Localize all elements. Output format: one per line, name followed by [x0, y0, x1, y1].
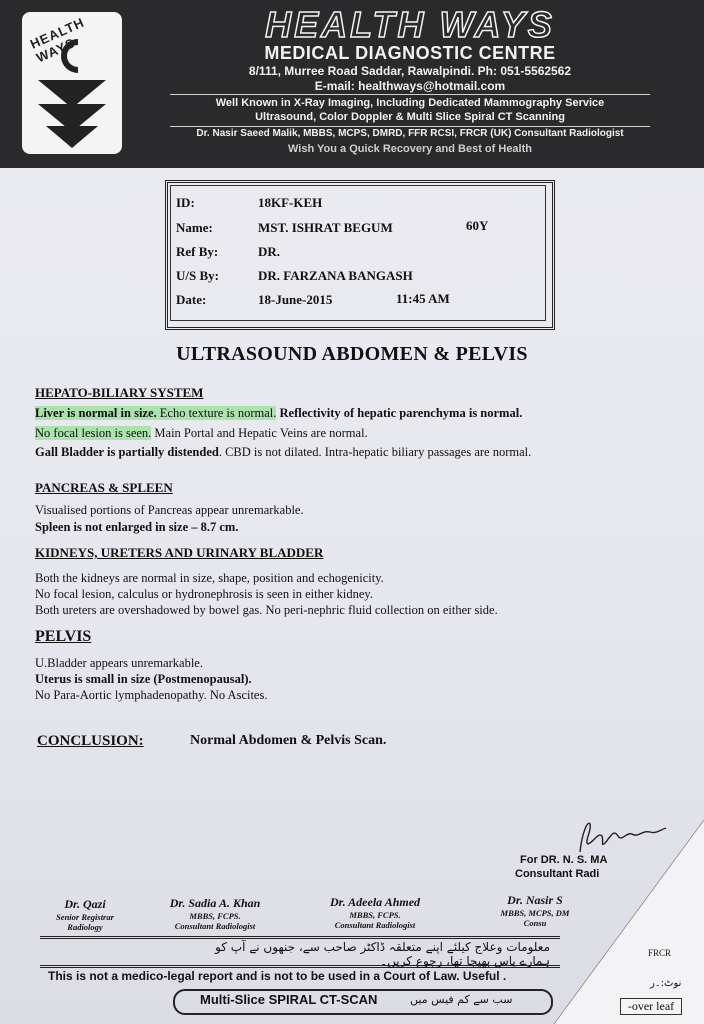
logo-arrows-icon — [22, 12, 122, 154]
hepato-line-2 — [35, 426, 368, 441]
liver-size: Liver is normal in size. — [35, 406, 157, 420]
pelvis-heading: PELVIS — [35, 628, 92, 645]
health-ways-logo — [22, 12, 122, 154]
brand-title: HEALTH WAYS — [265, 4, 555, 45]
letterhead — [0, 0, 704, 168]
patient-box-inner — [170, 185, 546, 321]
pelvis-line-3: No Para-Aortic lymphadenopathy. No Ascites. — [35, 688, 268, 702]
kidney-line-3: Both ureters are overshadowed by bowel gas. No peri-nephric fluid collection on either side. — [35, 603, 498, 617]
ref-label: Ref By: — [176, 244, 219, 259]
doctor-name: Dr. Qazi — [64, 897, 106, 911]
folded-corner — [540, 820, 704, 1024]
conclusion-text: Normal Abdomen & Pelvis Scan. — [190, 733, 387, 748]
for-dr: For DR. N. S. MA — [520, 854, 608, 866]
report-title: ULTRASOUND ABDOMEN & PELVIS — [176, 343, 528, 365]
gall-bladder: Gall Bladder is partially distended — [35, 445, 219, 459]
kidney-heading: KIDNEYS, URETERS AND URINARY BLADDER — [35, 545, 324, 560]
hepato-heading: HEPATO-BILIARY SYSTEM — [35, 385, 204, 400]
pelvis-line-2: Uterus is small in size (Postmenopausal). — [35, 672, 252, 686]
legal-disclaimer: This is not a medico-legal report and is not to be used in a Court of Law. Useful . — [48, 969, 507, 983]
centre-name: MEDICAL DIAGNOSTIC CENTRE — [264, 43, 556, 63]
report-date: 18-June-2015 — [258, 292, 333, 307]
frcr-text: FRCR — [648, 948, 672, 958]
patient-name: MST. ISHRAT BEGUM — [258, 220, 393, 235]
tagline-2: Ultrasound, Color Doppler & Multi Slice Spiral CT Scanning — [255, 111, 565, 123]
tagline-1: Well Known in X-Ray Imaging, Including Dedicated Mammography Service — [215, 97, 605, 109]
conclusion-label: CONCLUSION: — [37, 733, 144, 749]
patient-age: 60Y — [466, 218, 489, 233]
note-urdu: نوٹ:۔ر — [650, 978, 682, 989]
name-label: Name: — [176, 220, 213, 235]
wish-line: Wish You a Quick Recovery and Best of Health — [287, 143, 532, 155]
head-doctor: Dr. Nasir Saeed Malik, MBBS, MCPS, DMRD, FFR RCSI, FRCR (UK) Consultant Radiologist — [196, 128, 624, 139]
us-by: DR. FARZANA BANGASH — [258, 268, 413, 283]
hepato-line-1 — [35, 406, 522, 421]
pancreas-line-1: Visualised portions of Pancreas appear unremarkable. — [35, 503, 304, 517]
logo-text: HEALTH WAYS — [27, 14, 87, 66]
doctor-degree: MBBS, FCPS. Consultant Radiologist — [334, 910, 416, 930]
doctor-name: Dr. Sadia A. Khan — [169, 896, 261, 910]
doctor-name: Dr. Adeela Ahmed — [329, 895, 421, 909]
doctor-degree: MBBS, MCPS, DM Consu — [500, 908, 570, 928]
report-time: 11:45 AM — [396, 291, 450, 306]
ct-scan-urdu: سب سے کم فیس میں — [410, 993, 513, 1006]
centre-email: E-mail: healthways@hotmail.com — [314, 79, 506, 93]
urdu-note: معلومات وعلاج کیلئے اپنے متعلقہ ڈاکٹر صاحب سے، جنھوں نے آپ کو ہمارے پاس بھیجا تھا، رجوع کریں۔ — [215, 940, 550, 968]
doctor-name: Dr. Nasir S — [507, 893, 563, 907]
hepato-line-3 — [35, 445, 531, 460]
ref-by: DR. — [258, 244, 281, 259]
us-label: U/S By: — [176, 268, 219, 283]
reflectivity: Reflectivity of hepatic parenchyma is normal. — [276, 406, 523, 420]
pancreas-line-2: Spleen is not enlarged in size – 8.7 cm. — [35, 520, 239, 534]
divider — [170, 126, 650, 127]
centre-address: 8/111, Murree Road Saddar, Rawalpindi. Ph: 051-5562562 — [248, 64, 572, 78]
portal-veins: Main Portal and Hepatic Veins are normal. — [151, 426, 368, 440]
ct-scan-text: Multi-Slice SPIRAL CT-SCAN — [200, 992, 378, 1007]
pelvis-line-1: U.Bladder appears unremarkable. — [35, 656, 203, 670]
pancreas-heading: PANCREAS & SPLEEN — [35, 480, 173, 495]
divider — [170, 94, 650, 95]
kidney-line-2: No focal lesion, calculus or hydronephrosis is seen in either kidney. — [35, 587, 373, 601]
echo-texture: Echo texture is normal. — [156, 406, 277, 420]
focal-lesion: No focal lesion is seen. — [35, 426, 152, 440]
cbd: . CBD is not dilated. Intra-hepatic biliary passages are normal. — [218, 445, 532, 459]
date-label: Date: — [176, 292, 207, 307]
consultant-title: Consultant Radi — [515, 868, 600, 880]
doctor-degree: MBBS, FCPS. Consultant Radiologist — [174, 911, 256, 931]
doctor-degree: Senior Registrar Radiology — [56, 912, 114, 932]
id-label: ID: — [176, 195, 195, 210]
patient-id: 18KF-KEH — [258, 195, 323, 210]
over-leaf-label: -over leaf — [620, 998, 682, 1015]
kidney-line-1: Both the kidneys are normal in size, shape, position and echogenicity. — [35, 571, 384, 585]
